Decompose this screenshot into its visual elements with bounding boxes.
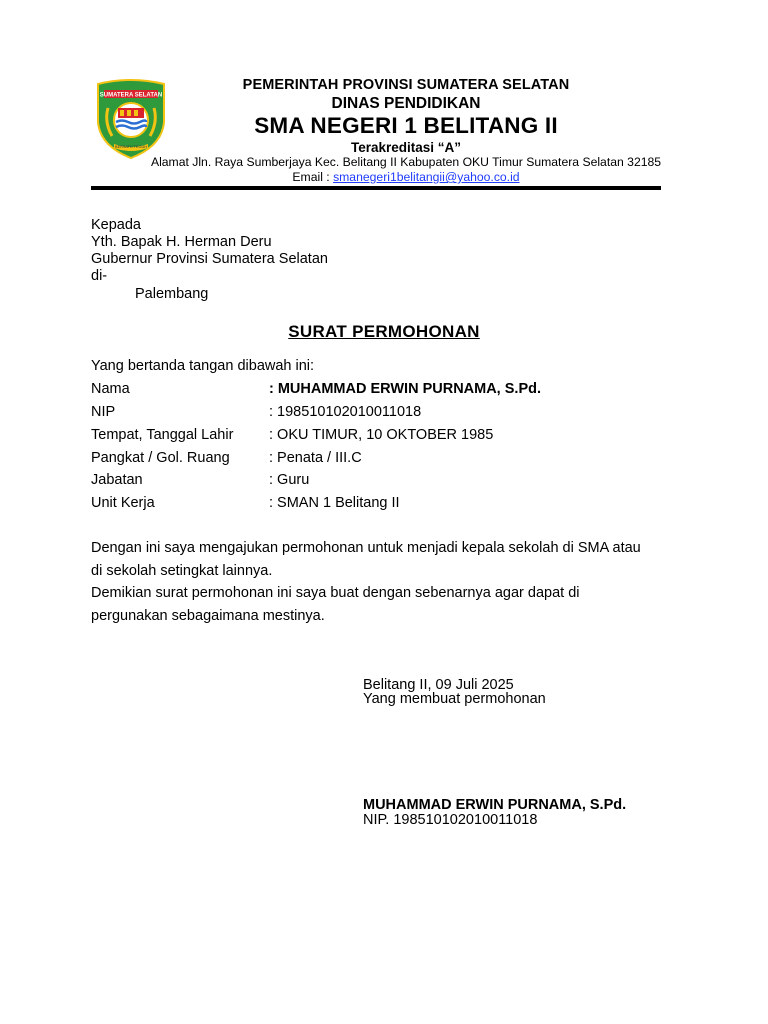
email-link[interactable]: smanegeri1belitangii@yahoo.co.id — [333, 170, 520, 184]
identity-label-pangkat: Pangkat / Gol. Ruang — [91, 450, 230, 466]
recipient-kepada: Kepada — [91, 217, 141, 233]
recipient-position: Gubernur Provinsi Sumatera Selatan — [91, 251, 328, 267]
recipient-city: Palembang — [135, 286, 209, 302]
signature-nip: NIP. 198510102010011018 — [363, 812, 538, 828]
identity-value-ttl: : OKU TIMUR, 10 OKTOBER 1985 — [269, 427, 494, 443]
letterhead-department: DINAS PENDIDIKAN — [331, 95, 481, 112]
identity-label-unit: Unit Kerja — [91, 495, 155, 511]
identity-value-unit: : SMAN 1 Belitang II — [269, 495, 400, 511]
identity-value-jabatan: : Guru — [269, 472, 310, 488]
email-label: Email : — [292, 170, 334, 184]
emblem-banner-text: SUMATERA SELATAN — [99, 92, 163, 99]
letterhead-divider — [91, 186, 661, 190]
identity-value-nama: : MUHAMMAD ERWIN PURNAMA, S.Pd. — [269, 381, 541, 397]
identity-label-ttl: Tempat, Tanggal Lahir — [91, 427, 234, 443]
identity-label-nama: Nama — [91, 381, 130, 397]
paragraph-line-4: pergunakan sebagaimana mestinya. — [91, 608, 325, 624]
identity-label-jabatan: Jabatan — [91, 472, 143, 488]
intro-text: Yang bertanda tangan dibawah ini: — [91, 358, 315, 374]
recipient-name: Yth. Bapak H. Herman Deru — [91, 234, 272, 250]
letterhead-school-name: SMA NEGERI 1 BELITANG II — [254, 113, 558, 138]
letterhead-government: PEMERINTAH PROVINSI SUMATERA SELATAN — [242, 77, 570, 93]
letterhead-email — [0, 170, 768, 184]
signature-place-date: Belitang II, 09 Juli 2025 — [363, 677, 514, 693]
letter-title: SURAT PERMOHONAN — [288, 322, 480, 341]
emblem-motto-text: BERSATU TEGUH — [115, 145, 147, 149]
signature-name: MUHAMMAD ERWIN PURNAMA, S.Pd. — [363, 797, 627, 813]
letterhead-accreditation: Terakreditasi “A” — [350, 140, 462, 155]
identity-label-nip: NIP — [91, 404, 116, 420]
paragraph-line-1: Dengan ini saya mengajukan permohonan untuk menjadi kepala sekolah di SMA atau — [91, 540, 641, 556]
recipient-di: di- — [91, 268, 108, 284]
identity-value-pangkat: : Penata / III.C — [269, 450, 362, 466]
paragraph-line-2: di sekolah setingkat lainnya. — [91, 563, 273, 579]
paragraph-line-3: Demikian surat permohonan ini saya buat dengan sebenarnya agar dapat di — [91, 585, 580, 601]
letterhead-address: Alamat Jln. Raya Sumberjaya Kec. Belitang II Kabupaten OKU Timur Sumatera Selatan 32185 — [150, 155, 662, 169]
identity-value-nip: : 198510102010011018 — [269, 404, 422, 420]
signature-role: Yang membuat permohonan — [363, 691, 546, 707]
